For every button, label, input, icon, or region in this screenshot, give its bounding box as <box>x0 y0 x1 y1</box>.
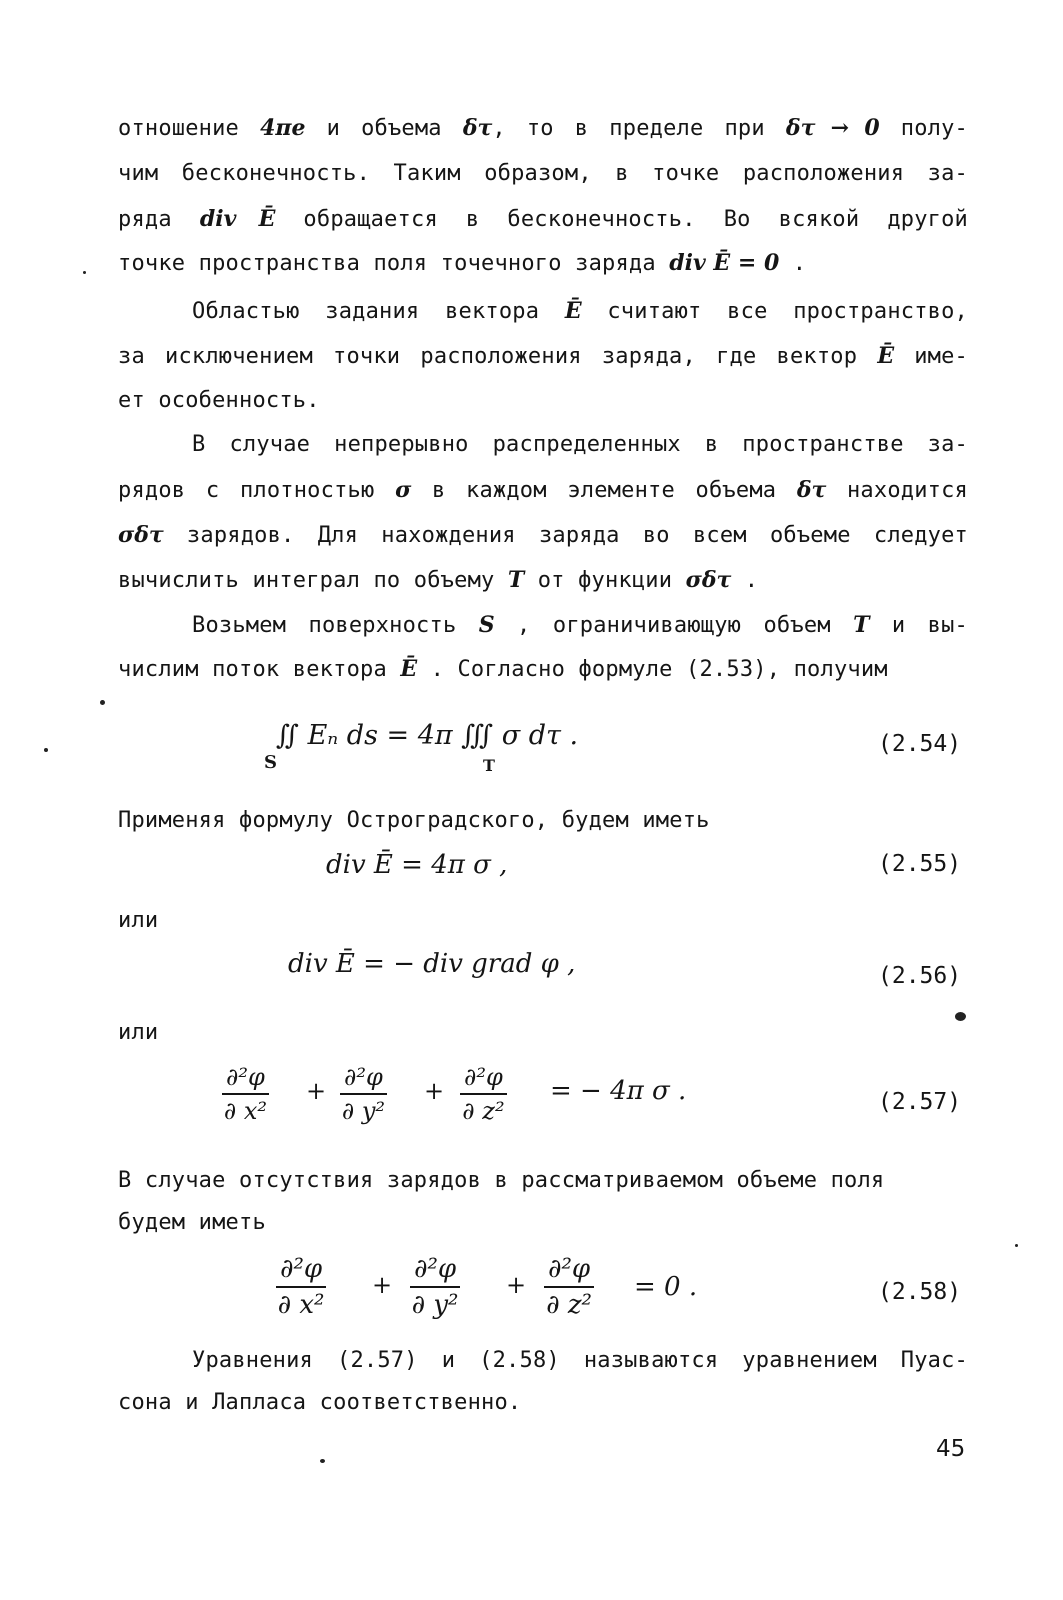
text-line: ет особенность. <box>118 388 320 413</box>
equation-number: (2.57) <box>878 1089 962 1115</box>
text-line: за исключением точки расположения заряда, где вектор Ē име- <box>118 343 968 369</box>
plus-sign: + <box>506 1271 527 1299</box>
text-line: или <box>118 908 159 933</box>
equation-2-56: div Ē = − div grad φ , <box>288 949 576 979</box>
integral-limit-s: S <box>264 752 277 773</box>
page-number: 45 <box>936 1436 966 1462</box>
inline-formula: div Ē <box>199 206 276 232</box>
fraction: $\frac{\text{∂²φ}}{\text{∂ x²}}$ <box>223 1063 268 1125</box>
inline-formula: Ē <box>400 656 418 682</box>
text-line: ряда div Ē обращается в бесконечность. Во всякой другой <box>118 206 969 232</box>
fraction: $\frac{\text{∂²φ}}{\text{∂ z²}}$ <box>460 1063 507 1125</box>
text-line: σδτ зарядов. Для нахождения заряда во всем объеме следует <box>118 522 968 548</box>
inline-formula: T <box>507 567 525 593</box>
text-line: или <box>118 1020 159 1045</box>
fraction: $\frac{\text{∂²φ}}{\text{∂ y²}}$ <box>411 1254 459 1320</box>
text-line: вычислить интеграл по объему T от функции σδτ . <box>118 567 759 593</box>
inline-formula: δτ → 0 <box>785 115 880 141</box>
scan-speck <box>320 1459 325 1463</box>
fraction: $\frac{\text{∂²φ}}{\text{∂ z²}}$ <box>544 1254 594 1320</box>
inline-formula: T <box>853 612 870 638</box>
scan-speck <box>1015 1244 1018 1247</box>
integral-limit-t: T <box>483 756 495 775</box>
equation-number: (2.58) <box>878 1279 962 1305</box>
text-line: Областью задания вектора Ē считают все пространство, <box>192 298 968 324</box>
text-line: Уравнения (2.57) и (2.58) называются уравнением Пуас- <box>192 1348 968 1373</box>
text-line: будем иметь <box>118 1210 266 1235</box>
plus-sign: + <box>306 1077 327 1105</box>
equation-2-58-rhs: = 0 . <box>634 1272 698 1302</box>
text-line: чим бесконечность. Таким образом, в точке расположения за- <box>118 161 968 186</box>
inline-formula: Ē <box>877 343 895 369</box>
inline-formula: σδτ <box>685 567 732 593</box>
inline-formula: S <box>478 612 495 638</box>
inline-formula: 4πe <box>260 115 306 141</box>
equation-number: (2.55) <box>878 851 962 877</box>
text-line: сона и Лапласа соответственно. <box>118 1390 522 1415</box>
scan-speck <box>100 700 105 705</box>
fraction: $\frac{\text{∂²φ}}{\text{∂ y²}}$ <box>341 1063 386 1125</box>
scan-speck <box>955 1012 966 1021</box>
inline-formula: div Ē = 0 <box>669 250 780 276</box>
equation-2-54: ∬ Eₙ ds = 4π ∭ σ dτ . <box>276 720 579 751</box>
inline-formula: δτ <box>796 477 827 503</box>
inline-formula: Ē <box>564 298 582 324</box>
text-line: В случае непрерывно распределенных в пространстве за- <box>192 432 968 457</box>
fraction: $\frac{\text{∂²φ}}{\text{∂ x²}}$ <box>277 1254 325 1320</box>
plus-sign: + <box>372 1271 393 1299</box>
scan-speck <box>44 748 48 752</box>
inline-formula: δτ <box>462 115 493 141</box>
plus-sign: + <box>424 1077 445 1105</box>
equation-number: (2.56) <box>878 963 962 989</box>
text-line: рядов с плотностью σ в каждом элементе объема δτ находится <box>118 477 968 503</box>
text-line: В случае отсутствия зарядов в рассматриваемом объеме поля <box>118 1168 885 1193</box>
equation-2-57-rhs: = − 4π σ . <box>550 1076 687 1106</box>
text-line: Возьмем поверхность S , ограничивающую объем T и вы- <box>192 612 969 638</box>
text-line: отношение 4πe и объема δτ, то в пределе при δτ → 0 полу- <box>118 115 968 141</box>
equation-2-55: div Ē = 4π σ , <box>326 850 508 880</box>
inline-formula: σδτ <box>118 522 164 548</box>
inline-formula: σ <box>395 477 412 503</box>
scan-speck <box>83 271 86 274</box>
text-line: числим поток вектора Ē . Согласно формуле (2.53), получим <box>118 656 888 682</box>
text-line: Применяя формулу Остроградского, будем иметь <box>118 808 710 833</box>
text-line: точке пространства поля точечного заряда div Ē = 0 . <box>118 250 807 276</box>
equation-number: (2.54) <box>878 731 962 757</box>
